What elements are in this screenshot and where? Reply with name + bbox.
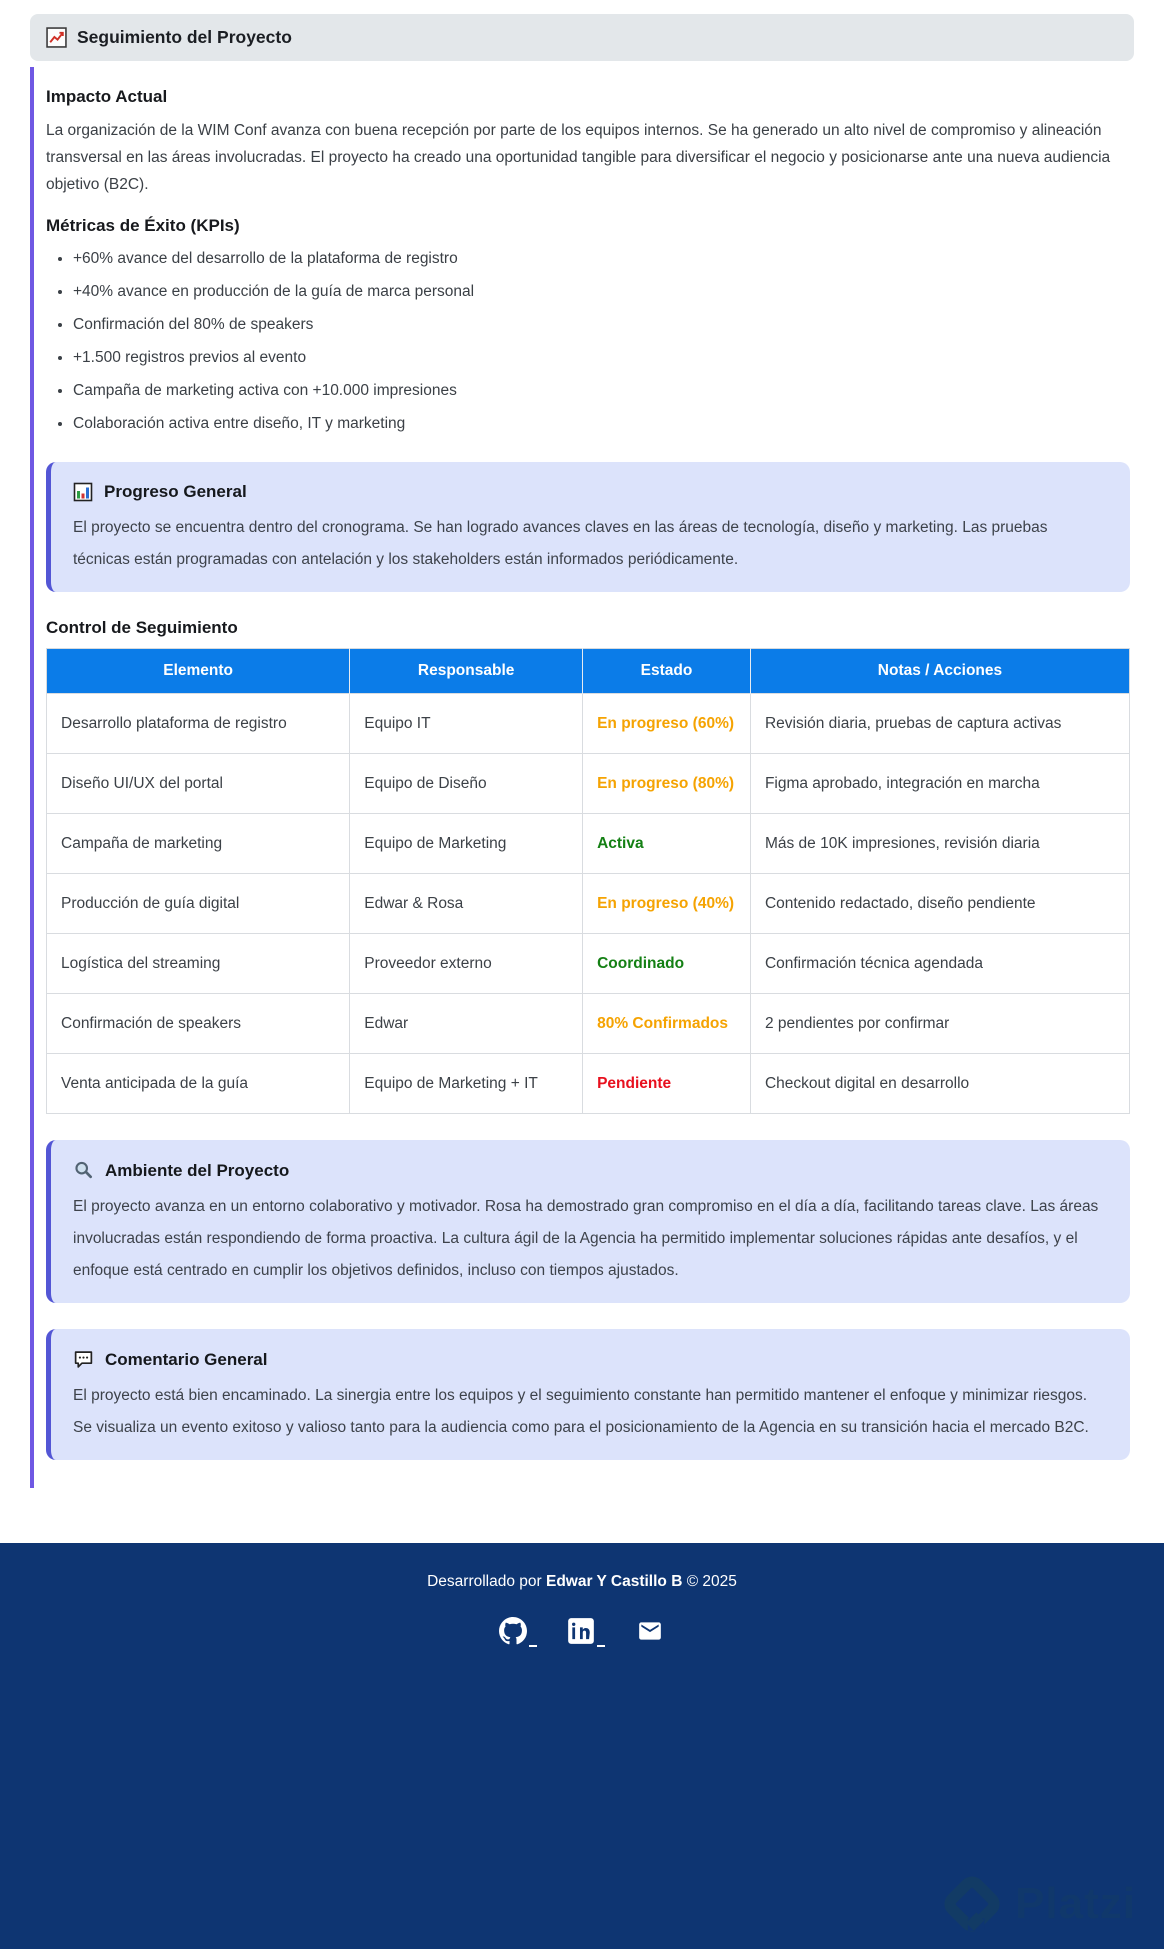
footer-credit-suffix: © 2025 [682, 1573, 737, 1590]
table-cell-notas: Checkout digital en desarrollo [750, 1054, 1129, 1114]
footer-author: Edwar Y Castillo B [546, 1573, 683, 1590]
email-icon [635, 1618, 665, 1644]
table-row [47, 1054, 1130, 1114]
table-cell-notas: Contenido redactado, diseño pendiente [750, 874, 1129, 934]
table-cell-notas: Figma aprobado, integración en marcha [750, 754, 1129, 814]
linkedin-link[interactable] [567, 1617, 605, 1645]
table-row [47, 814, 1130, 874]
github-icon [499, 1617, 527, 1645]
footer-credit-prefix: Desarrollado por [427, 1573, 546, 1590]
callout-progreso-body: El proyecto se encuentra dentro del cronograma. Se han logrado avances claves en las áreas de tecnología, diseño y marketing. Las pruebas técnicas están programadas con antelación y los stakeholders están informados periódicamente. [73, 519, 1048, 568]
page-header-banner [30, 14, 1134, 61]
kpi-item: • Campaña de marketing activa con +10.000 impresiones [73, 378, 1130, 403]
table-row [47, 694, 1130, 754]
callout-ambiente-body: El proyecto avanza en un entorno colaborativo y motivador. Rosa ha demostrado gran compromiso en el día a día, facilitando tareas clave. Las áreas involucradas están respondiendo de forma proactiva. La cultura ágil de la Agencia ha permitido implementar soluciones rápidas ante desafíos, y el enfoque está centrado en cumplir los objetivos definidos, incluso con tiempos ajustados. [73, 1198, 1099, 1279]
callout-ambiente [46, 1140, 1130, 1303]
table-cell-elemento: Campaña de marketing [47, 814, 350, 874]
table-cell-elemento: Diseño UI/UX del portal [47, 754, 350, 814]
table-cell-responsable: Equipo de Marketing [350, 814, 583, 874]
table-column-header: Estado [583, 649, 751, 694]
table-row [47, 994, 1130, 1054]
kpi-item: • Colaboración activa entre diseño, IT y marketing [73, 411, 1130, 436]
content-area [30, 67, 1134, 1488]
table-cell-estado [583, 694, 751, 754]
kpi-item: • +40% avance en producción de la guía de marca personal [73, 279, 1130, 304]
table-row [47, 754, 1130, 814]
tracking-table [46, 648, 1130, 1114]
impacto-heading: Impacto Actual [46, 87, 168, 106]
platzi-watermark-text: Platzi [1015, 1879, 1136, 1928]
table-cell-elemento: Producción de guía digital [47, 874, 350, 934]
table-cell-responsable: Equipo de Diseño [350, 754, 583, 814]
kpi-list [46, 246, 1130, 436]
callout-ambiente-title: Ambiente del Proyecto [105, 1160, 290, 1180]
callout-comentario-title-row [73, 1349, 1108, 1370]
table-column-header: Elemento [47, 649, 350, 694]
table-column-header: Responsable [350, 649, 583, 694]
table-cell-estado [583, 994, 751, 1054]
kpi-item: • +60% avance del desarrollo de la plataforma de registro [73, 246, 1130, 271]
speech-bubble-icon [73, 1349, 94, 1370]
kpi-item: • +1.500 registros previos al evento [73, 345, 1130, 370]
email-link[interactable] [635, 1618, 665, 1644]
control-heading: Control de Seguimiento [46, 618, 238, 637]
table-cell-estado [583, 1054, 751, 1114]
callout-comentario-title: Comentario General [105, 1349, 268, 1369]
table-cell-estado [583, 754, 751, 814]
tracking-table-body [47, 694, 1130, 1114]
table-cell-responsable: Equipo de Marketing + IT [350, 1054, 583, 1114]
table-cell-elemento: Confirmación de speakers [47, 994, 350, 1054]
table-column-header: Notas / Acciones [750, 649, 1129, 694]
callout-progreso-general [46, 462, 1130, 592]
status-badge: En progreso (40%) [597, 895, 735, 912]
status-badge: 80% Confirmados [597, 1015, 728, 1032]
table-row [47, 934, 1130, 994]
callout-ambiente-title-row [73, 1160, 1108, 1181]
callout-progreso-title-row [73, 482, 1108, 502]
table-cell-notas: Confirmación técnica agendada [750, 934, 1129, 994]
magnifying-glass-icon [73, 1160, 94, 1181]
callout-progreso-title: Progreso General [104, 482, 247, 501]
table-cell-elemento: Logística del streaming [47, 934, 350, 994]
tracking-table-header-row [47, 649, 1130, 694]
table-cell-responsable: Edwar & Rosa [350, 874, 583, 934]
platzi-logo-icon [941, 1873, 1003, 1935]
status-badge: Coordinado [597, 955, 685, 972]
github-link[interactable] [499, 1617, 537, 1645]
table-cell-responsable: Equipo IT [350, 694, 583, 754]
callout-comentario [46, 1329, 1130, 1460]
table-cell-estado [583, 934, 751, 994]
status-badge: Activa [597, 835, 644, 852]
bar-chart-icon [73, 482, 93, 502]
impacto-paragraph: La organización de la WIM Conf avanza con buena recepción por parte de los equipos internos. Se ha generado un alto nivel de compromiso y alineación transversal en las áreas involucradas. El proyecto ha creado una oportunidad tangible para diversificar el negocio y posicionarse ante una nueva audiencia objetivo (B2C). [46, 122, 1111, 193]
page-title: Seguimiento del Proyecto [77, 27, 292, 47]
status-badge: En progreso (80%) [597, 775, 735, 792]
kpis-heading: Métricas de Éxito (KPIs) [46, 216, 240, 235]
table-row [47, 874, 1130, 934]
table-cell-estado [583, 874, 751, 934]
table-cell-notas: 2 pendientes por confirmar [750, 994, 1129, 1054]
table-cell-responsable: Edwar [350, 994, 583, 1054]
linkedin-icon [567, 1617, 595, 1645]
table-cell-notas: Revisión diaria, pruebas de captura activas [750, 694, 1129, 754]
table-cell-elemento: Venta anticipada de la guía [47, 1054, 350, 1114]
platzi-watermark [941, 1873, 1136, 1935]
status-badge: Pendiente [597, 1075, 672, 1092]
table-cell-notas: Más de 10K impresiones, revisión diaria [750, 814, 1129, 874]
footer-credit [0, 1573, 1164, 1591]
chart-increasing-icon [46, 27, 67, 48]
footer [0, 1543, 1164, 1949]
callout-comentario-body: El proyecto está bien encaminado. La sinergia entre los equipos y el seguimiento constante han permitido mantener el enfoque y minimizar riesgos. Se visualiza un evento exitoso y valioso tanto para la audiencia como para el posicionamiento de la Agencia en su transición hacia el mercado B2C. [73, 1387, 1089, 1436]
footer-social-links [0, 1617, 1164, 1645]
table-cell-responsable: Proveedor externo [350, 934, 583, 994]
table-cell-estado [583, 814, 751, 874]
kpi-item: • Confirmación del 80% de speakers [73, 312, 1130, 337]
tracking-table-head [47, 649, 1130, 694]
table-cell-elemento: Desarrollo plataforma de registro [47, 694, 350, 754]
status-badge: En progreso (60%) [597, 715, 735, 732]
